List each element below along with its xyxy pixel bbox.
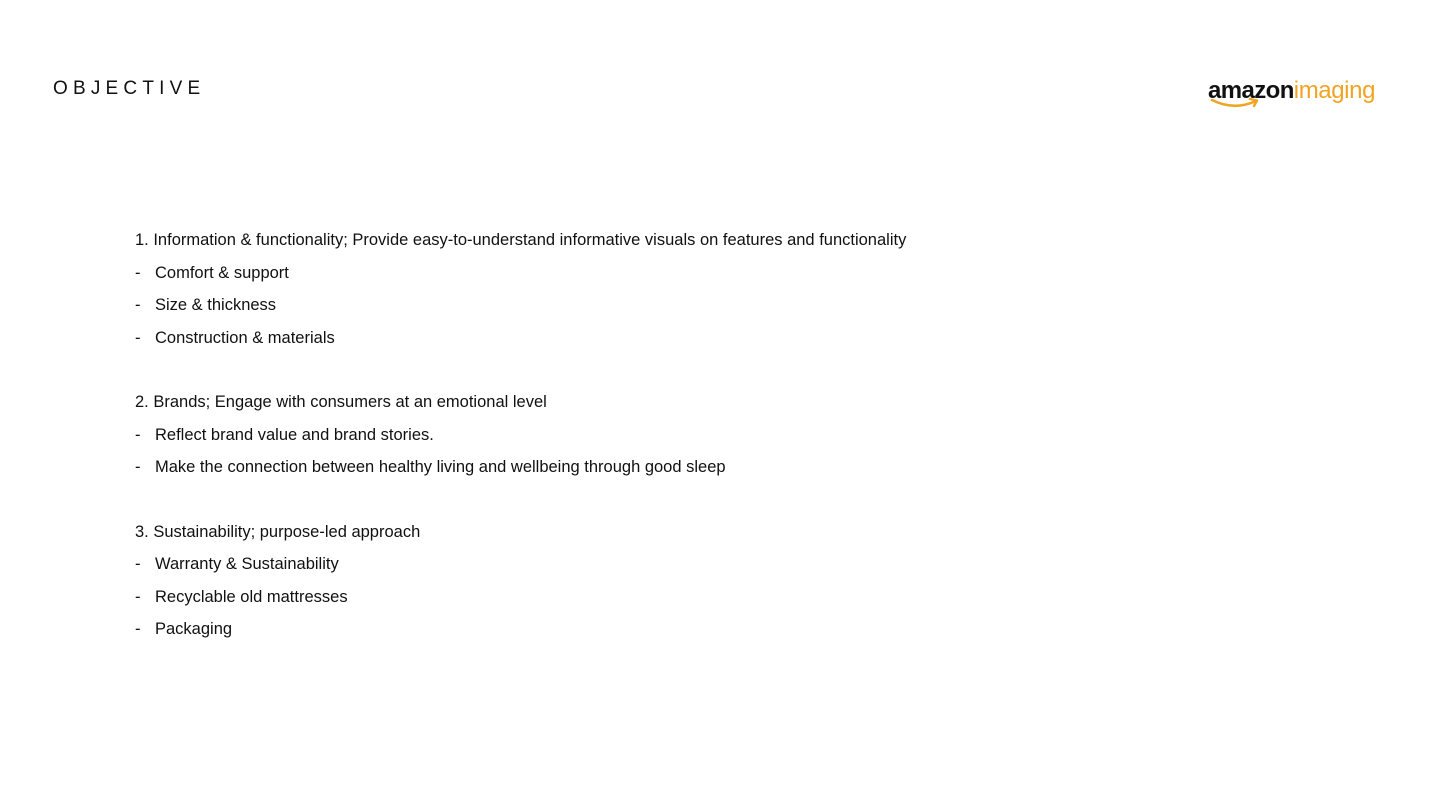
list-item-text: Packaging	[155, 620, 233, 638]
logo-sub: imaging	[1293, 77, 1376, 104]
bullet-dash: -	[135, 620, 141, 638]
bullet-dash: -	[135, 458, 141, 476]
section-brands	[135, 386, 1035, 484]
list-item-text: Comfort & support	[155, 263, 289, 282]
list-item	[135, 289, 1035, 322]
list-item	[135, 613, 1035, 646]
section-heading: 3. Sustainability; purpose-led approach	[135, 522, 421, 541]
list-item	[135, 548, 1035, 581]
section-heading: 2. Brands; Engage with consumers at an emotional level	[135, 393, 547, 411]
list-item	[135, 257, 1035, 290]
list-item-text: Reflect brand value and brand stories.	[155, 425, 434, 444]
bullet-dash: -	[135, 296, 141, 314]
page-title: OBJECTIVE	[53, 78, 206, 99]
list-item	[135, 451, 1035, 484]
smile-arrow-icon	[1210, 95, 1266, 111]
list-item	[135, 322, 1035, 355]
bullet-dash: -	[135, 263, 141, 282]
list-item-text: Recyclable old mattresses	[155, 587, 348, 606]
bullet-dash: -	[135, 555, 141, 573]
amazon-imaging-logo	[1208, 76, 1380, 114]
bullet-dash: -	[135, 425, 141, 444]
list-item	[135, 581, 1035, 614]
bullet-dash: -	[135, 328, 141, 347]
objectives-list	[135, 224, 1035, 646]
list-item-text: Warranty & Sustainability	[155, 555, 339, 573]
section-information	[135, 224, 1035, 354]
section-sustainability	[135, 516, 1035, 646]
bullet-dash: -	[135, 587, 141, 606]
list-item-text: Make the connection between healthy living and wellbeing through good sleep	[155, 458, 726, 476]
section-heading: 1. Information & functionality; Provide easy-to-understand informative visuals on features and functionality	[135, 231, 907, 249]
list-item	[135, 419, 1035, 452]
list-item-text: Construction & materials	[155, 328, 335, 347]
logo-word: amazon	[1208, 77, 1294, 104]
list-item-text: Size & thickness	[155, 296, 277, 314]
